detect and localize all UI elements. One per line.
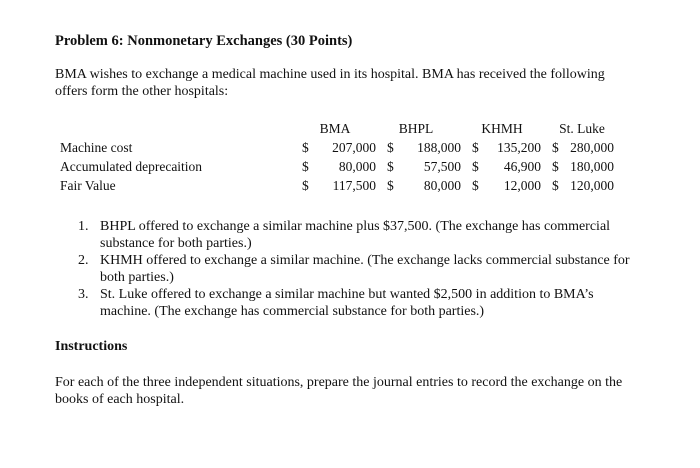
row-label-machine-cost: Machine cost bbox=[60, 140, 133, 155]
value-cell: 135,200 bbox=[497, 140, 541, 155]
list-item-text: St. Luke offered to exchange a similar machine but wanted $2,500 in addition to BMA’s machine. (The exchange has commercial substance for both parties.) bbox=[100, 287, 594, 319]
list-item bbox=[78, 218, 638, 252]
header-st-luke: St. Luke bbox=[559, 121, 605, 136]
list-item-text: BHPL offered to exchange a similar machine plus $37,500. (The exchange has commercial substance for both parties.) bbox=[100, 219, 611, 251]
currency-symbol: $ bbox=[552, 178, 559, 193]
header-bma: BMA bbox=[319, 121, 351, 136]
row-label-accumulated-depreciation: Accumulated deprecaition bbox=[60, 159, 203, 174]
instructions-text: For each of the three independent situations, prepare the journal entries to record the exchange on the books of each hospital. bbox=[55, 375, 623, 407]
header-bhpl: BHPL bbox=[398, 121, 434, 136]
list-item-text: KHMH offered to exchange a similar machine. (The exchange lacks commercial substance for both parties.) bbox=[100, 253, 630, 285]
value-cell: 280,000 bbox=[570, 140, 614, 155]
currency-symbol: $ bbox=[387, 140, 394, 155]
row-label-fair-value: Fair Value bbox=[60, 178, 116, 193]
value-cell: 207,000 bbox=[332, 140, 376, 155]
value-cell: 80,000 bbox=[338, 159, 376, 174]
currency-symbol: $ bbox=[552, 140, 559, 155]
value-cell: 117,500 bbox=[332, 178, 376, 193]
currency-symbol: $ bbox=[302, 178, 309, 193]
instructions-heading: Instructions bbox=[55, 339, 128, 354]
currency-symbol: $ bbox=[552, 159, 559, 174]
list-marker: 3. bbox=[78, 287, 89, 302]
list-item bbox=[78, 252, 638, 286]
value-cell: 180,000 bbox=[570, 159, 614, 174]
list-item bbox=[78, 286, 638, 320]
currency-symbol: $ bbox=[302, 159, 309, 174]
currency-symbol: $ bbox=[302, 140, 309, 155]
currency-symbol: $ bbox=[472, 178, 479, 193]
value-cell: 12,000 bbox=[503, 178, 541, 193]
value-cell: 80,000 bbox=[423, 178, 461, 193]
list-marker: 1. bbox=[78, 219, 89, 234]
currency-symbol: $ bbox=[387, 178, 394, 193]
currency-symbol: $ bbox=[472, 140, 479, 155]
value-cell: 120,000 bbox=[570, 178, 614, 193]
value-cell: 46,900 bbox=[503, 159, 541, 174]
intro-paragraph: BMA wishes to exchange a medical machine used in its hospital. BMA has received the following offers form the other hospitals: bbox=[55, 67, 605, 99]
currency-symbol: $ bbox=[387, 159, 394, 174]
value-cell: 57,500 bbox=[423, 159, 461, 174]
offers-list bbox=[78, 218, 638, 320]
problem-title: Problem 6: Nonmonetary Exchanges (30 Points) bbox=[55, 33, 353, 49]
currency-symbol: $ bbox=[472, 159, 479, 174]
list-marker: 2. bbox=[78, 253, 89, 268]
header-khmh: KHMH bbox=[481, 121, 523, 136]
value-cell: 188,000 bbox=[417, 140, 461, 155]
